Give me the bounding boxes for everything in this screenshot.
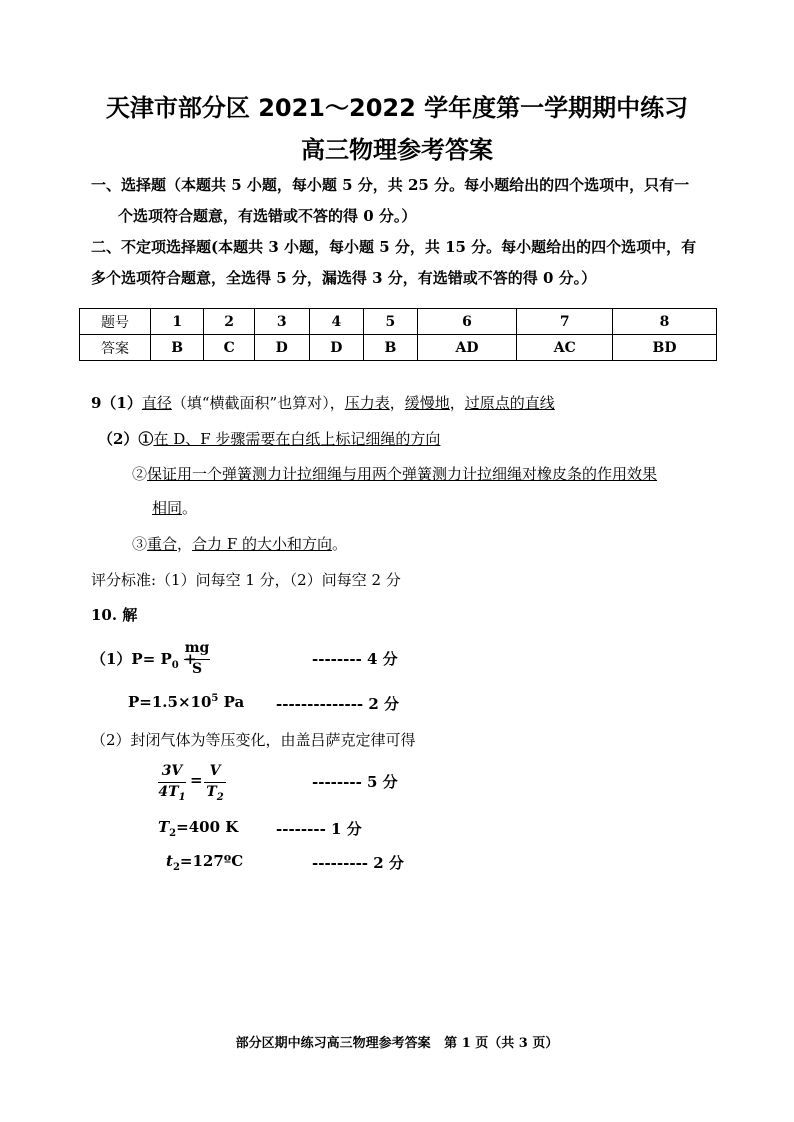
q10-sup: 5: [211, 693, 219, 704]
q10-t-symbol: t: [166, 852, 173, 870]
q9-answer-pressure-gauge: 压力表: [344, 394, 390, 412]
page-footer: 部分区期中练习高三物理参考答案 第 1 页（共 3 页）: [235, 1036, 559, 1051]
q9-scoring: 评分标准:（1）问每空 1 分，（2）问每空 2 分: [91, 571, 401, 589]
q10-T2-value: =400 K: [176, 818, 239, 836]
q10-T-symbol: T: [158, 818, 170, 836]
q10-T2-score: -------- 1 分: [276, 820, 362, 838]
table-answer-label: 答案: [80, 335, 151, 361]
section1-line1: 一、选择题（本题共 5 小题，每小题 5 分，共 25 分。每小题给出的四个选项中，只有一: [91, 176, 690, 194]
section1-line2: 个选项符合题意，有选错或不答的得 0 分。）: [118, 207, 417, 225]
fraction-bar: [204, 782, 226, 783]
q9-sep: ，: [389, 394, 405, 412]
q9-part2-3: [132, 533, 347, 554]
q9-part2-1: [98, 428, 440, 449]
q9-answer-slowly: 缓慢地: [404, 394, 450, 412]
fraction-numerator: mg: [184, 640, 210, 656]
q10-sub: 2: [216, 791, 224, 803]
q10-sub: 1: [178, 791, 186, 803]
q10-fraction-score: -------- 5 分: [312, 773, 398, 791]
q10-plus: +: [178, 650, 197, 668]
q9-period: 。: [182, 499, 198, 517]
table-cell-number: 2: [204, 309, 255, 335]
q9-part2-prefix: （2）①: [98, 430, 154, 448]
q10-fraction-right: [204, 763, 226, 803]
q9-period: 。: [332, 535, 348, 553]
fraction-denominator: [204, 784, 226, 803]
table-cell-number: 3: [254, 309, 309, 335]
table-cell-number: 6: [417, 309, 517, 335]
section2-line2: 多个选项符合题意，全选得 5 分，漏选得 3 分，有选错或不答的得 0 分。）: [91, 269, 597, 287]
q9-answer-same-effect: 保证用一个弹簧测力计拉细绳与用两个弹簧测力计拉细绳对橡皮条的作用效果: [147, 465, 658, 483]
q10-step1-score: -------- 4 分: [312, 650, 398, 668]
table-cell-number: 1: [151, 309, 204, 335]
fraction-numerator: 3V: [161, 763, 183, 779]
q10-t2: [166, 852, 243, 873]
table-row-numbers: [80, 309, 717, 335]
table-cell-answer: BD: [613, 335, 717, 361]
q10-step1: [91, 648, 197, 671]
q10-unit: Pa: [218, 693, 245, 711]
q10-fraction-left: [158, 763, 186, 803]
q10-T2: [158, 818, 238, 839]
answer-table: [79, 308, 717, 361]
q10-t2-value: =127ºC: [179, 852, 244, 870]
fraction-denominator-text: 4T: [158, 784, 179, 800]
q10-label: 10. 解: [91, 606, 138, 624]
q9-answer-line: 过原点的直线: [464, 394, 555, 412]
q10-step1-text: （1）P= P: [91, 650, 172, 668]
page-title-line1: 天津市部分区 2021～2022 学年度第一学期期中练习: [105, 94, 689, 122]
q10-step2-text: P=1.5×10: [128, 693, 212, 711]
table-cell-number: 8: [613, 309, 717, 335]
q9-part2-3-prefix: ③: [132, 535, 148, 553]
q9-answer-diameter: 直径: [141, 394, 172, 412]
q9-answer-resultant: 合力 F 的大小和方向: [192, 535, 332, 553]
q9-sep: ，: [177, 535, 193, 553]
table-row-answers: [80, 335, 717, 361]
q10-fraction-mg-s: [184, 640, 210, 680]
fraction-denominator: [158, 784, 186, 803]
table-cell-number: 5: [364, 309, 417, 335]
section2-line1: 二、不定项选择题(本题共 3 小题，每小题 5 分，共 15 分。每小题给出的四个选项中，有: [91, 238, 697, 256]
q10-sub: 0: [171, 660, 179, 671]
fraction-bar: [158, 782, 186, 783]
fraction-denominator: S: [191, 661, 203, 677]
q10-sub: 2: [172, 862, 180, 873]
q10-step2: [128, 693, 244, 711]
q9-part2-2-cont: [152, 497, 197, 518]
table-cell-answer: C: [204, 335, 255, 361]
q9-part2-2: [132, 463, 657, 484]
q10-sub: 2: [169, 828, 177, 839]
q9-part1-prefix: 9（1）: [91, 394, 142, 412]
table-cell-number: 7: [517, 309, 613, 335]
table-header-label: 题号: [80, 309, 151, 335]
q9-note: （填“横截面积”也算对），: [171, 394, 345, 412]
table-cell-answer: AC: [517, 335, 613, 361]
table-cell-answer: B: [364, 335, 417, 361]
table-cell-answer: AD: [417, 335, 517, 361]
table-cell-number: 4: [309, 309, 364, 335]
fraction-numerator: V: [209, 763, 221, 779]
q9-answer-mark-direction: 在 D、F 步骤需要在白纸上标记细绳的方向: [153, 430, 441, 448]
q9-answer-same: 相同: [152, 499, 183, 517]
fraction-denominator-text: T: [206, 784, 217, 800]
q9-sep: ，: [449, 394, 465, 412]
q9-part1: [91, 392, 555, 413]
q9-answer-coincide: 重合: [147, 535, 178, 553]
q10-step2-score: -------------- 2 分: [276, 695, 400, 713]
table-cell-answer: D: [254, 335, 309, 361]
q10-t2-score: --------- 2 分: [312, 854, 404, 872]
table-cell-answer: D: [309, 335, 364, 361]
page-title-line2: 高三物理参考答案: [301, 136, 493, 164]
q10-equals: =: [190, 771, 203, 789]
fraction-bar: [184, 659, 210, 660]
q10-step3: （2）封闭气体为等压变化，由盖吕萨克定律可得: [91, 731, 416, 749]
table-cell-answer: B: [151, 335, 204, 361]
q9-part2-2-prefix: ②: [132, 465, 148, 483]
